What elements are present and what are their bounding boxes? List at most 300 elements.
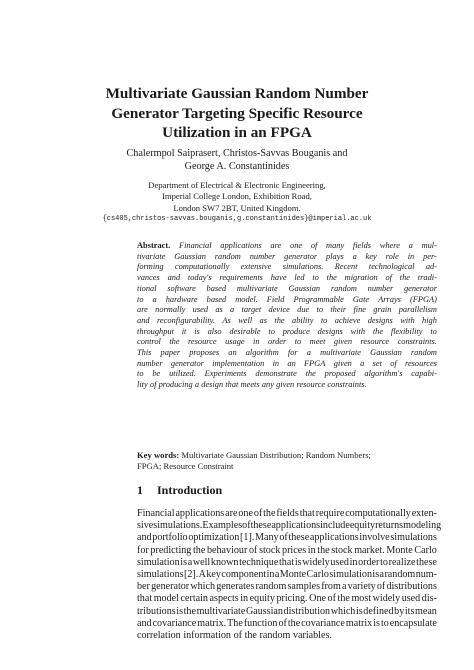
word: a <box>360 358 365 368</box>
word: This <box>137 348 152 358</box>
word: these <box>288 532 310 544</box>
authors-line: Chalermpol Saiprasert, Christos-Savvas Bouganis and <box>126 148 348 159</box>
word: is <box>180 556 188 568</box>
word: defined <box>363 605 394 617</box>
word: applications <box>220 241 262 250</box>
word: pricing. <box>276 593 308 605</box>
word: of <box>233 630 242 642</box>
word: function <box>243 617 278 629</box>
keywords-block <box>137 450 437 472</box>
word: Gaussian <box>370 348 402 358</box>
word: given <box>276 380 295 390</box>
word: model <box>153 593 179 605</box>
word: certain <box>180 593 208 605</box>
abstract-line <box>137 262 437 273</box>
word: which <box>190 581 216 593</box>
abstract-line <box>137 327 437 338</box>
word: optimization <box>188 532 240 544</box>
word: the <box>326 273 337 283</box>
word: of <box>390 358 397 368</box>
word: generator <box>284 251 318 261</box>
word: generates <box>216 581 255 593</box>
word: simulation <box>137 556 180 568</box>
body-line <box>137 581 437 593</box>
word: a <box>408 241 413 250</box>
word: the <box>305 369 316 379</box>
word: that <box>137 593 153 605</box>
word: the <box>287 617 301 629</box>
section-heading <box>137 483 222 498</box>
body-line <box>137 618 437 630</box>
word: number <box>249 251 276 261</box>
word: Gaussian <box>245 605 283 617</box>
word: designs <box>317 326 343 336</box>
word: extensive <box>240 262 272 272</box>
word: due <box>297 305 310 315</box>
word: behaviour <box>206 544 248 556</box>
affiliation-line: Imperial College London, Exhibition Road, <box>162 191 312 202</box>
body-line <box>137 557 437 569</box>
word: encapsulate <box>389 617 437 629</box>
word: have <box>270 273 287 283</box>
word: grain <box>373 305 392 315</box>
word: with <box>350 326 366 336</box>
word: the <box>193 544 206 556</box>
word: meet <box>309 337 326 347</box>
word: one <box>290 241 303 250</box>
word: is <box>294 556 302 568</box>
word: algorithm's <box>364 369 403 379</box>
word: the <box>263 508 276 519</box>
word: simulations. <box>282 262 324 272</box>
word: equity <box>349 520 376 532</box>
word: variables. <box>292 630 332 642</box>
word: an <box>287 358 296 368</box>
word: parallelism <box>398 305 437 315</box>
word: of <box>279 532 288 544</box>
word: the <box>372 326 384 336</box>
word: a <box>341 581 347 593</box>
word: with <box>400 315 415 325</box>
word: migration <box>344 273 378 283</box>
word: and <box>137 532 152 544</box>
word: the <box>183 605 196 617</box>
word: where <box>379 241 400 250</box>
word: given <box>333 337 353 347</box>
word: is <box>372 569 380 581</box>
word: Financial <box>178 241 212 250</box>
word: throughput <box>137 326 174 336</box>
section-number: 1 <box>137 483 143 497</box>
word: Gaussian <box>174 251 206 261</box>
word: the <box>317 544 330 556</box>
word: set <box>372 358 382 368</box>
word: model. <box>235 294 258 304</box>
word: num- <box>415 569 437 581</box>
word: variety <box>347 581 376 593</box>
word: the <box>399 273 411 283</box>
word: achieve <box>334 315 361 325</box>
word: Arrays <box>378 294 401 304</box>
title-line: Generator Targeting Specific Resource <box>111 104 363 122</box>
word: capabi- <box>411 369 437 379</box>
word: vances <box>137 273 160 283</box>
word: in <box>407 251 415 261</box>
word: in <box>349 556 358 568</box>
word: order <box>267 337 287 347</box>
word: well <box>238 315 253 325</box>
word: producing <box>158 380 193 390</box>
abstract-line <box>137 380 437 391</box>
abstract-line <box>137 348 437 359</box>
word: stock <box>331 544 353 556</box>
word: many <box>326 241 345 250</box>
word: a <box>187 556 193 568</box>
word: to <box>294 337 302 347</box>
word: most <box>351 593 372 605</box>
word: random <box>330 283 357 293</box>
word: of <box>249 544 258 556</box>
word: Examples <box>202 520 243 532</box>
word: used <box>330 556 349 568</box>
word: portfolio <box>152 532 188 544</box>
word: algorithm <box>245 348 279 358</box>
word: require <box>315 508 345 519</box>
word: order <box>358 556 380 568</box>
word: resources <box>405 358 437 368</box>
word: simulation <box>329 569 372 581</box>
word: is <box>176 605 184 617</box>
word: predicting <box>150 544 192 556</box>
body-line <box>137 508 437 520</box>
word: is <box>355 605 363 617</box>
word: of <box>310 241 318 250</box>
word: any <box>261 380 274 390</box>
word: to <box>316 305 324 315</box>
word: equity <box>249 593 275 605</box>
word: simulations <box>390 532 437 544</box>
word: random <box>255 581 287 593</box>
word: and <box>167 273 181 283</box>
word: designs <box>367 315 393 325</box>
word: utilized. <box>169 369 196 379</box>
word: A <box>198 569 206 581</box>
word: of <box>242 520 251 532</box>
author-list <box>0 147 474 173</box>
word: applications <box>309 532 359 544</box>
word: by <box>394 605 405 617</box>
word: to <box>137 369 144 379</box>
affiliation-line: Department of Electrical & Electronic Engineering, <box>148 180 326 190</box>
word: ability <box>292 315 314 325</box>
word: forming <box>137 262 164 272</box>
word: ber <box>137 581 150 593</box>
word: well <box>192 556 211 568</box>
word: tional <box>137 283 157 293</box>
word: proposes <box>189 348 220 358</box>
word: distribution <box>283 605 331 617</box>
word: to <box>320 315 328 325</box>
word: The <box>227 617 243 629</box>
abstract-line <box>137 359 437 370</box>
word: prices <box>282 544 307 556</box>
title-line: Multivariate Gaussian Random Number <box>105 85 369 102</box>
paper-title <box>0 84 474 143</box>
word: led <box>294 273 305 283</box>
word: key <box>206 569 221 581</box>
word: As <box>222 315 231 325</box>
word: produce <box>282 326 310 336</box>
body-line <box>137 545 437 557</box>
word: normally <box>155 305 186 315</box>
word: usage <box>225 337 245 347</box>
word: mul- <box>421 241 437 250</box>
title-line: Utilization in an FPGA <box>162 124 312 141</box>
word: mean <box>414 605 437 617</box>
word: to <box>380 556 388 568</box>
word: given <box>333 358 352 368</box>
word: that <box>225 380 239 390</box>
word: FPGA <box>304 358 326 368</box>
introduction-body <box>137 508 442 642</box>
word: Recent <box>334 262 358 272</box>
word: Gate <box>352 294 370 304</box>
word: it <box>181 326 187 336</box>
body-line <box>137 593 437 605</box>
body-line <box>137 606 437 618</box>
word: random <box>410 348 437 358</box>
word: from <box>321 581 341 593</box>
word: in <box>240 593 249 605</box>
word: to <box>312 273 319 283</box>
word: to <box>380 617 389 629</box>
abstract-label: Abstract. <box>137 241 171 250</box>
word: one <box>238 508 253 519</box>
word: dis- <box>421 593 437 605</box>
word: a <box>194 380 200 390</box>
word: and <box>137 617 152 629</box>
author-emails: {cs405,christos-savvas.bouganis,g.constantinides}@imperial.ac.uk <box>102 214 372 223</box>
word: resource <box>296 380 326 390</box>
word: component <box>221 569 267 581</box>
word: number <box>137 358 163 368</box>
word: fields <box>352 241 372 250</box>
abstract-line <box>137 273 437 284</box>
word: tivariate <box>137 251 166 261</box>
abstract-line <box>137 316 437 327</box>
word: based <box>206 294 227 304</box>
word: used <box>401 593 421 605</box>
word: for <box>137 544 149 556</box>
word: to <box>137 294 144 304</box>
word: a <box>352 251 357 261</box>
affiliation <box>0 180 474 225</box>
word: desirable <box>229 326 261 336</box>
word: information <box>183 630 231 642</box>
word: of <box>385 273 392 283</box>
word: fields <box>276 508 299 519</box>
keywords-line: FPGA; Resource Constraint <box>137 461 234 472</box>
abstract-line <box>137 369 437 380</box>
word: Many <box>255 532 279 544</box>
word: a <box>274 569 280 581</box>
word: stock <box>259 544 281 556</box>
word: of <box>278 617 287 629</box>
word: Field <box>266 294 285 304</box>
word: key <box>365 251 377 261</box>
word: covariance <box>152 617 197 629</box>
word: that <box>279 556 295 568</box>
word: matrix <box>345 617 373 629</box>
word: (FPGA) <box>409 294 437 304</box>
word: generator <box>403 283 437 293</box>
word: multivariate <box>236 283 278 293</box>
word: exten- <box>411 508 437 519</box>
word: tributions <box>137 605 176 617</box>
word: generator <box>170 358 204 368</box>
word: sive <box>137 520 154 532</box>
word: based <box>206 283 227 293</box>
word: random <box>384 569 416 581</box>
word: of <box>327 593 336 605</box>
keywords-line: Multivariate Gaussian Distribution; Random Numbers; <box>181 450 371 460</box>
abstract-line <box>137 284 437 295</box>
word: include <box>320 520 350 532</box>
word: computationally <box>174 262 230 272</box>
word: of <box>253 508 263 519</box>
body-line <box>137 520 442 532</box>
word: market. <box>354 544 385 556</box>
word: its <box>404 605 415 617</box>
body-line <box>137 569 437 581</box>
word: high <box>422 315 437 325</box>
affiliation-line: London SW7 2BT, United Kingdom. <box>173 202 301 213</box>
word: these <box>250 520 272 532</box>
abstract-line <box>137 337 437 348</box>
word: generator <box>151 581 190 593</box>
word: ad- <box>425 262 437 272</box>
word: distributions <box>386 581 437 593</box>
word: number <box>367 283 394 293</box>
word: implementation <box>212 358 265 368</box>
word: Carlo <box>306 569 329 581</box>
word: [2]. <box>183 569 199 581</box>
body-line <box>137 532 437 544</box>
word: the <box>244 630 257 642</box>
word: role <box>385 251 399 261</box>
word: Programmable <box>293 294 344 304</box>
word: a <box>152 294 157 304</box>
word: as <box>215 305 223 315</box>
word: returns <box>375 520 404 532</box>
word: is <box>373 617 380 629</box>
abstract-line <box>137 252 437 263</box>
body-line <box>137 630 437 642</box>
word: involve <box>359 532 390 544</box>
word: in <box>266 569 275 581</box>
word: One <box>309 593 326 605</box>
word: and <box>137 315 150 325</box>
word: paper <box>160 348 181 358</box>
word: reconfigurability. <box>156 315 216 325</box>
word: are <box>137 305 148 315</box>
word: demonstrate <box>255 369 297 379</box>
word: are <box>270 241 282 250</box>
word: meets <box>240 380 260 390</box>
word: a <box>379 569 385 581</box>
word: known <box>210 556 239 568</box>
word: random <box>259 630 291 642</box>
word: constraints. <box>327 380 367 390</box>
word: computationally <box>345 508 411 519</box>
word: requirements <box>219 273 263 283</box>
word: random <box>214 251 241 261</box>
word: the <box>169 337 180 347</box>
word: these <box>416 556 437 568</box>
word: simulations. <box>153 520 203 532</box>
word: be <box>152 369 161 379</box>
word: device <box>268 305 290 315</box>
word: widely <box>372 593 401 605</box>
word: Experiments <box>204 369 247 379</box>
word: in <box>253 337 260 347</box>
word: used <box>192 305 209 315</box>
word: realize <box>388 556 416 568</box>
word: to <box>430 326 437 336</box>
section-title: Introduction <box>157 483 223 497</box>
word: Gaussian <box>288 283 321 293</box>
word: flexibility <box>390 326 423 336</box>
word: a <box>306 348 311 358</box>
word: technological <box>368 262 415 272</box>
word: fine <box>353 305 367 315</box>
word: control <box>137 337 161 347</box>
word: in <box>307 544 316 556</box>
word: plays <box>326 251 344 261</box>
word: Monte <box>279 569 307 581</box>
word: applications <box>175 508 225 519</box>
word: target <box>241 305 262 315</box>
word: per- <box>423 251 437 261</box>
word: lity <box>137 380 148 390</box>
keywords-label: Key words: <box>137 450 180 460</box>
word: matrix. <box>197 617 227 629</box>
word: hardware <box>165 294 198 304</box>
word: an <box>228 348 237 358</box>
word: modeling <box>403 520 442 532</box>
word: for <box>287 348 298 358</box>
word: constraints. <box>397 337 437 347</box>
word: aspects <box>209 593 239 605</box>
word: tradi- <box>417 273 437 283</box>
word: is <box>194 326 200 336</box>
word: that <box>299 508 315 519</box>
abstract-line <box>137 295 437 306</box>
word: today's <box>187 273 212 283</box>
word: Monte <box>386 544 413 556</box>
word: Carlo <box>414 544 437 556</box>
word: proposed <box>324 369 356 379</box>
word: correlation <box>137 630 181 642</box>
word: are <box>225 508 238 519</box>
word: widely <box>302 556 330 568</box>
word: software <box>167 283 196 293</box>
word: a <box>230 305 235 315</box>
word: of <box>149 380 157 390</box>
word: multivariate <box>196 605 246 617</box>
abstract-line <box>137 241 437 252</box>
word: [1]. <box>240 532 255 544</box>
